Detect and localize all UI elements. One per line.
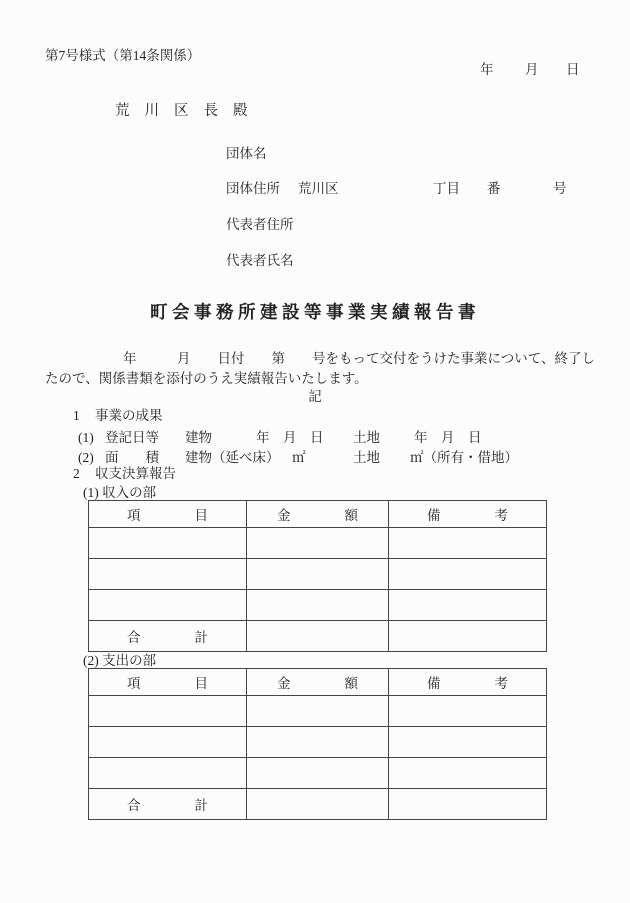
section2-heading: 収支決算報告 — [95, 466, 176, 481]
table-cell — [89, 696, 247, 727]
expense-header-item: 項 目 — [89, 669, 247, 696]
table-cell — [389, 559, 547, 590]
expense-total-note — [389, 789, 547, 820]
table-cell — [247, 590, 389, 621]
addressee: 荒川区長殿 — [115, 103, 263, 119]
table-row — [89, 758, 547, 789]
date-month-label: 月 — [525, 62, 539, 77]
table-cell — [389, 758, 547, 789]
income-table — [88, 500, 547, 652]
table-cell — [247, 727, 389, 758]
table-cell — [389, 727, 547, 758]
rep-address-label: 代表者住所 — [226, 217, 294, 232]
expense-table-header-row — [89, 669, 547, 696]
table-cell — [389, 696, 547, 727]
table-cell — [89, 727, 247, 758]
item2-building-label: 建物（延べ床） — [185, 450, 280, 465]
income-header-note: 備 考 — [389, 501, 547, 528]
income-header-item: 項 目 — [89, 501, 247, 528]
table-cell — [247, 559, 389, 590]
table-row — [89, 528, 547, 559]
expense-header-amount: 金 額 — [247, 669, 389, 696]
item1-number: (1) — [78, 430, 94, 445]
table-row — [89, 559, 547, 590]
table-cell — [247, 758, 389, 789]
item1-land-label: 土地 — [353, 430, 380, 445]
expense-table — [88, 668, 547, 820]
org-address-city: 荒川区 — [298, 181, 339, 196]
org-name-label: 団体名 — [226, 146, 267, 161]
income-total-label: 合 計 — [89, 621, 247, 652]
table-cell — [89, 559, 247, 590]
table-row — [89, 696, 547, 727]
item1-label: 登記日等 — [105, 430, 159, 445]
item2-land-label: 土地 — [353, 450, 380, 465]
table-cell — [247, 696, 389, 727]
expense-table-caption: (2) 支出の部 — [83, 653, 157, 668]
income-table-caption: (1) 収入の部 — [83, 485, 157, 500]
expense-total-label: 合 計 — [89, 789, 247, 820]
table-row — [89, 727, 547, 758]
rep-name-label: 代表者氏名 — [226, 253, 294, 268]
document-title: 町会事務所建設等事業実績報告書 — [150, 302, 480, 322]
income-total-amount — [247, 621, 389, 652]
item2-number: (2) — [78, 450, 94, 465]
org-address-chome: 丁目 — [433, 181, 460, 196]
expense-total-amount — [247, 789, 389, 820]
org-address-ban: 番 — [487, 181, 501, 196]
table-cell — [247, 528, 389, 559]
income-total-row — [89, 621, 547, 652]
income-table-header-row — [89, 501, 547, 528]
table-cell — [89, 758, 247, 789]
table-cell — [389, 528, 547, 559]
form-number: 第7号様式（第14条関係） — [45, 48, 201, 63]
item2-land-unit: ㎡（所有・借地） — [410, 450, 518, 465]
date-year-label: 年 — [480, 62, 494, 77]
section1-heading: 事業の成果 — [95, 408, 163, 423]
body-line1: 年 月 日付 第 号をもって交付をうけた事業について、終了し — [123, 351, 595, 366]
table-row — [89, 590, 547, 621]
record-marker: 記 — [308, 389, 322, 404]
item1-building-date: 年 月 日 — [256, 430, 324, 445]
table-cell — [89, 528, 247, 559]
income-total-note — [389, 621, 547, 652]
org-address-go: 号 — [553, 181, 567, 196]
expense-header-note: 備 考 — [389, 669, 547, 696]
expense-total-row — [89, 789, 547, 820]
item1-land-date: 年 月 日 — [414, 430, 482, 445]
table-cell — [389, 590, 547, 621]
org-address-label: 団体住所 — [226, 181, 280, 196]
table-cell — [89, 590, 247, 621]
item2-label: 面 積 — [105, 450, 159, 465]
item1-building-label: 建物 — [185, 430, 212, 445]
date-day-label: 日 — [566, 62, 580, 77]
body-line2: たので、関係書類を添付のうえ実績報告いたします。 — [45, 371, 368, 386]
item2-building-unit: ㎡ — [292, 450, 306, 465]
income-header-amount: 金 額 — [247, 501, 389, 528]
section1-number: 1 — [73, 408, 80, 423]
section2-number: 2 — [73, 466, 80, 481]
